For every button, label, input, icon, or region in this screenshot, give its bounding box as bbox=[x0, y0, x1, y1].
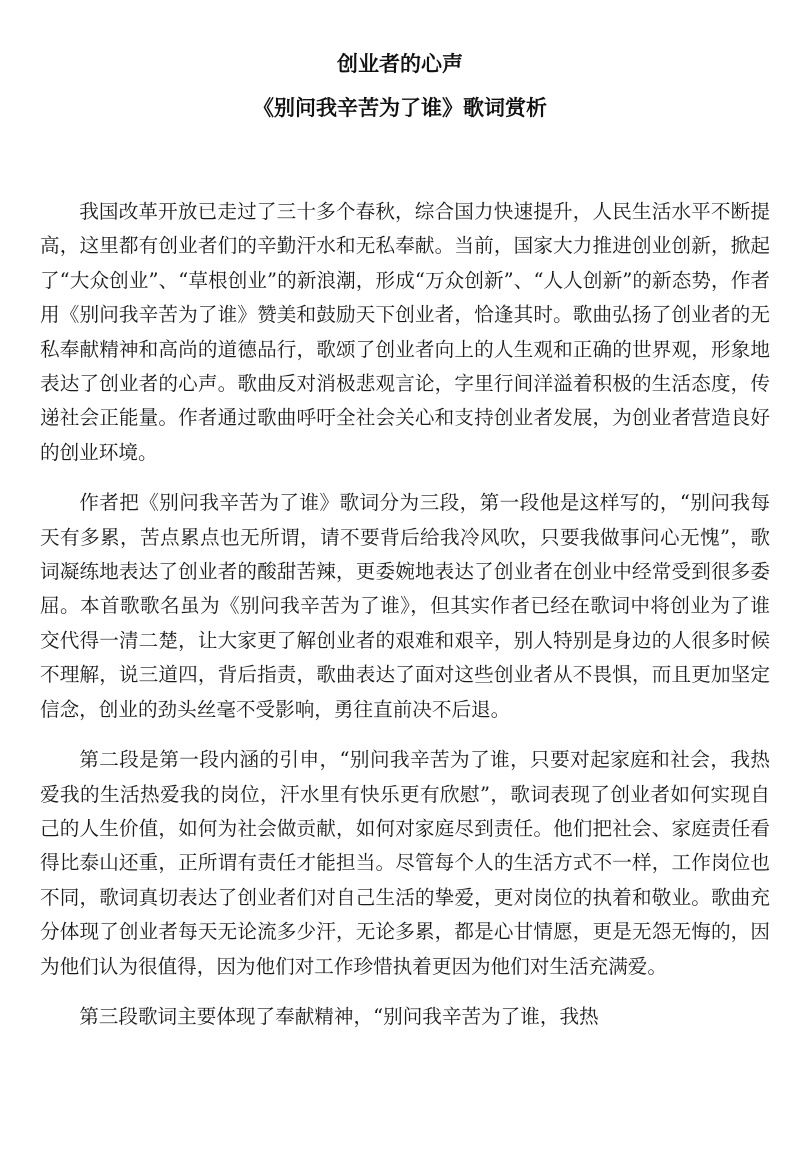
title-line-1: 创业者的心声 bbox=[337, 52, 463, 76]
paragraph-3: 第二段是第一段内涵的引申，“别问我辛苦为了谁，只要对起家庭和社会，我热爱我的生活热爱我的岗位，汗水里有快乐更有欣慰”，歌词表现了创业者如何实现自己的人生价值，如何为社会做贡献，如何对家庭尽到责任。他们把社会、家庭责任看得比泰山还重，正所谓有责任才能担当。尽管每个人的生活方式不一样，工作岗位也不同，歌词真切表达了创业者们对自己生活的挚爱，更对岗位的执着和敬业。歌曲充分体现了创业者每天无论流多少汗，无论多累，都是心甘情愿，更是无怨无悔的，因为他们认为很值得，因为他们对工作珍惜执着更因为他们对生活充满爱。 bbox=[40, 748, 770, 978]
paragraph-4: 第三段歌词主要体现了奉献精神，“别问我辛苦为了谁，我热 bbox=[79, 1004, 599, 1028]
paragraph-2: 作者把《别问我辛苦为了谁》歌词分为三段，第一段他是这样写的，“别问我每天有多累，苦点累点也无所谓，请不要背后给我冷风吹，只要我做事问心无愧”，歌词凝练地表达了创业者的酸甜苦辣，更委婉地表达了创业者在创业中经常受到很多委屈。本首歌歌名虽为《别问我辛苦为了谁》，但其实作者已经在歌词中将创业为了谁交代得一清二楚，让大家更了解创业者的艰难和艰辛，别人特别是身边的人很多时候不理解，说三道四，背后指责，歌曲表达了面对这些创业者从不畏惧，而且更加坚定信念，创业的劲头丝毫不受影响，勇往直前决不后退。 bbox=[40, 491, 770, 721]
document-title bbox=[0, 42, 800, 130]
paragraph-1: 我国改革开放已走过了三十多个春秋，综合国力快速提升，人民生活水平不断提高，这里都有创业者们的辛勤汗水和无私奉献。当前，国家大力推进创业创新，掀起了“大众创业”、“草根创业”的新浪潮，形成“万众创新”、“人人创新”的新态势，作者用《别问我辛苦为了谁》赞美和鼓励天下创业者，恰逢其时。歌曲弘扬了创业者的无私奉献精神和高尚的道德品行，歌颂了创业者向上的人生观和正确的世界观，形象地表达了创业者的心声。歌曲反对消极悲观言论，字里行间洋溢着积极的生活态度，传递社会正能量。作者通过歌曲呼吁全社会关心和支持创业者发展，为创业者营造良好的创业环境。 bbox=[40, 200, 770, 464]
document-body bbox=[40, 195, 770, 1050]
title-line-2: 《别问我辛苦为了谁》歌词赏析 bbox=[253, 96, 547, 120]
